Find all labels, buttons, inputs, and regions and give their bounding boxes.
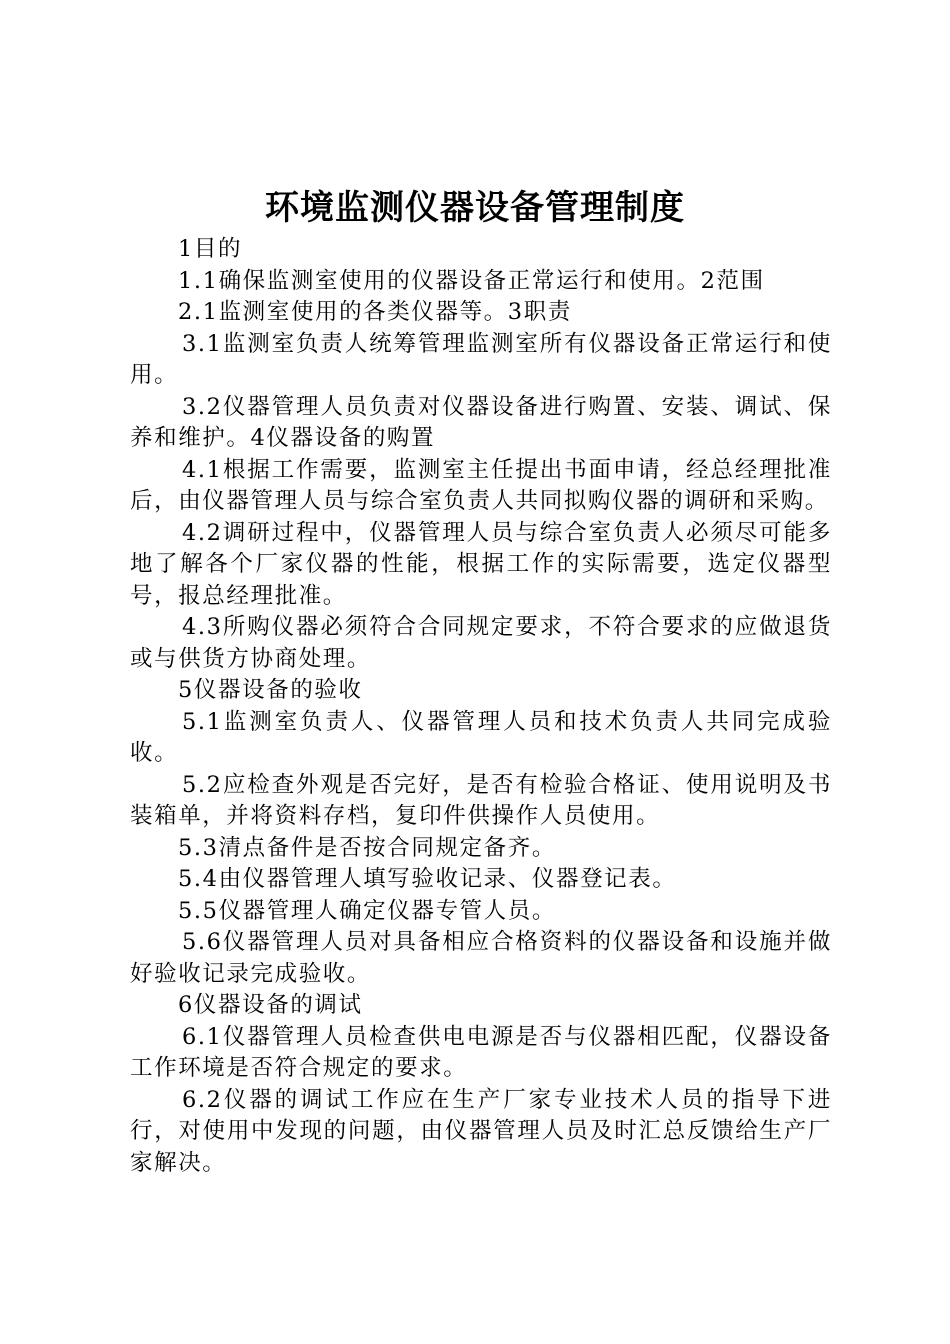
paragraph-3-2: 3.2仪器管理人员负责对仪器设备进行购置、安装、调试、保养和维护。4仪器设备的购置 xyxy=(130,393,832,451)
paragraph-4-2: 4.2调研过程中，仪器管理人员与综合室负责人必须尽可能多地了解各个厂家仪器的性能，根据工作的实际需要，选定仪器型号，报总经理批准。 xyxy=(130,519,832,609)
paragraph-3-1: 3.1监测室负责人统筹管理监测室所有仪器设备正常运行和使用。 xyxy=(130,330,832,388)
heading-acceptance: 5仪器设备的验收 xyxy=(178,677,363,703)
paragraph-5-1: 5.1监测室负责人、仪器管理人员和技术负责人共同完成验收。 xyxy=(130,708,832,766)
paragraph-6-1: 6.1仪器管理人员检查供电电源是否与仪器相匹配，仪器设备工作环境是否符合规定的要求。 xyxy=(130,1023,832,1081)
paragraph-6-2: 6.2仪器的调试工作应在生产厂家专业技术人员的指导下进行，对使用中发现的问题，由仪器管理人员及时汇总反馈给生产厂家解决。 xyxy=(130,1086,832,1176)
paragraph-5-5: 5.5仪器管理人确定仪器专管人员。 xyxy=(178,897,556,924)
heading-debugging: 6仪器设备的调试 xyxy=(178,992,363,1018)
heading-purpose: 1目的 xyxy=(178,236,243,262)
paragraph-5-3: 5.3清点备件是否按合同规定备齐。 xyxy=(178,834,556,861)
paragraph-4-1: 4.1根据工作需要，监测室主任提出书面申请，经总经理批准后，由仪器管理人员与综合室负责人共同拟购仪器的调研和采购。 xyxy=(130,456,832,514)
document-title: 环境监测仪器设备管理制度 xyxy=(265,188,685,228)
paragraph-2-1: 2.1监测室使用的各类仪器等。3职责 xyxy=(178,299,572,325)
paragraph-5-4: 5.4由仪器管理人填写验收记录、仪器登记表。 xyxy=(178,866,677,892)
paragraph-5-2: 5.2应检查外观是否完好，是否有检验合格证、使用说明及书装箱单，并将资料存档，复印件供操作人员使用。 xyxy=(130,771,832,829)
paragraph-1-1: 1.1确保监测室使用的仪器设备正常运行和使用。2范围 xyxy=(178,267,765,294)
paragraph-5-6: 5.6仪器管理人员对具备相应合格资料的仪器设备和设施并做好验收记录完成验收。 xyxy=(130,929,832,987)
document-body xyxy=(130,234,832,1179)
paragraph-4-3: 4.3所购仪器必须符合合同规定要求，不符合要求的应做退货或与供货方协商处理。 xyxy=(130,614,832,672)
